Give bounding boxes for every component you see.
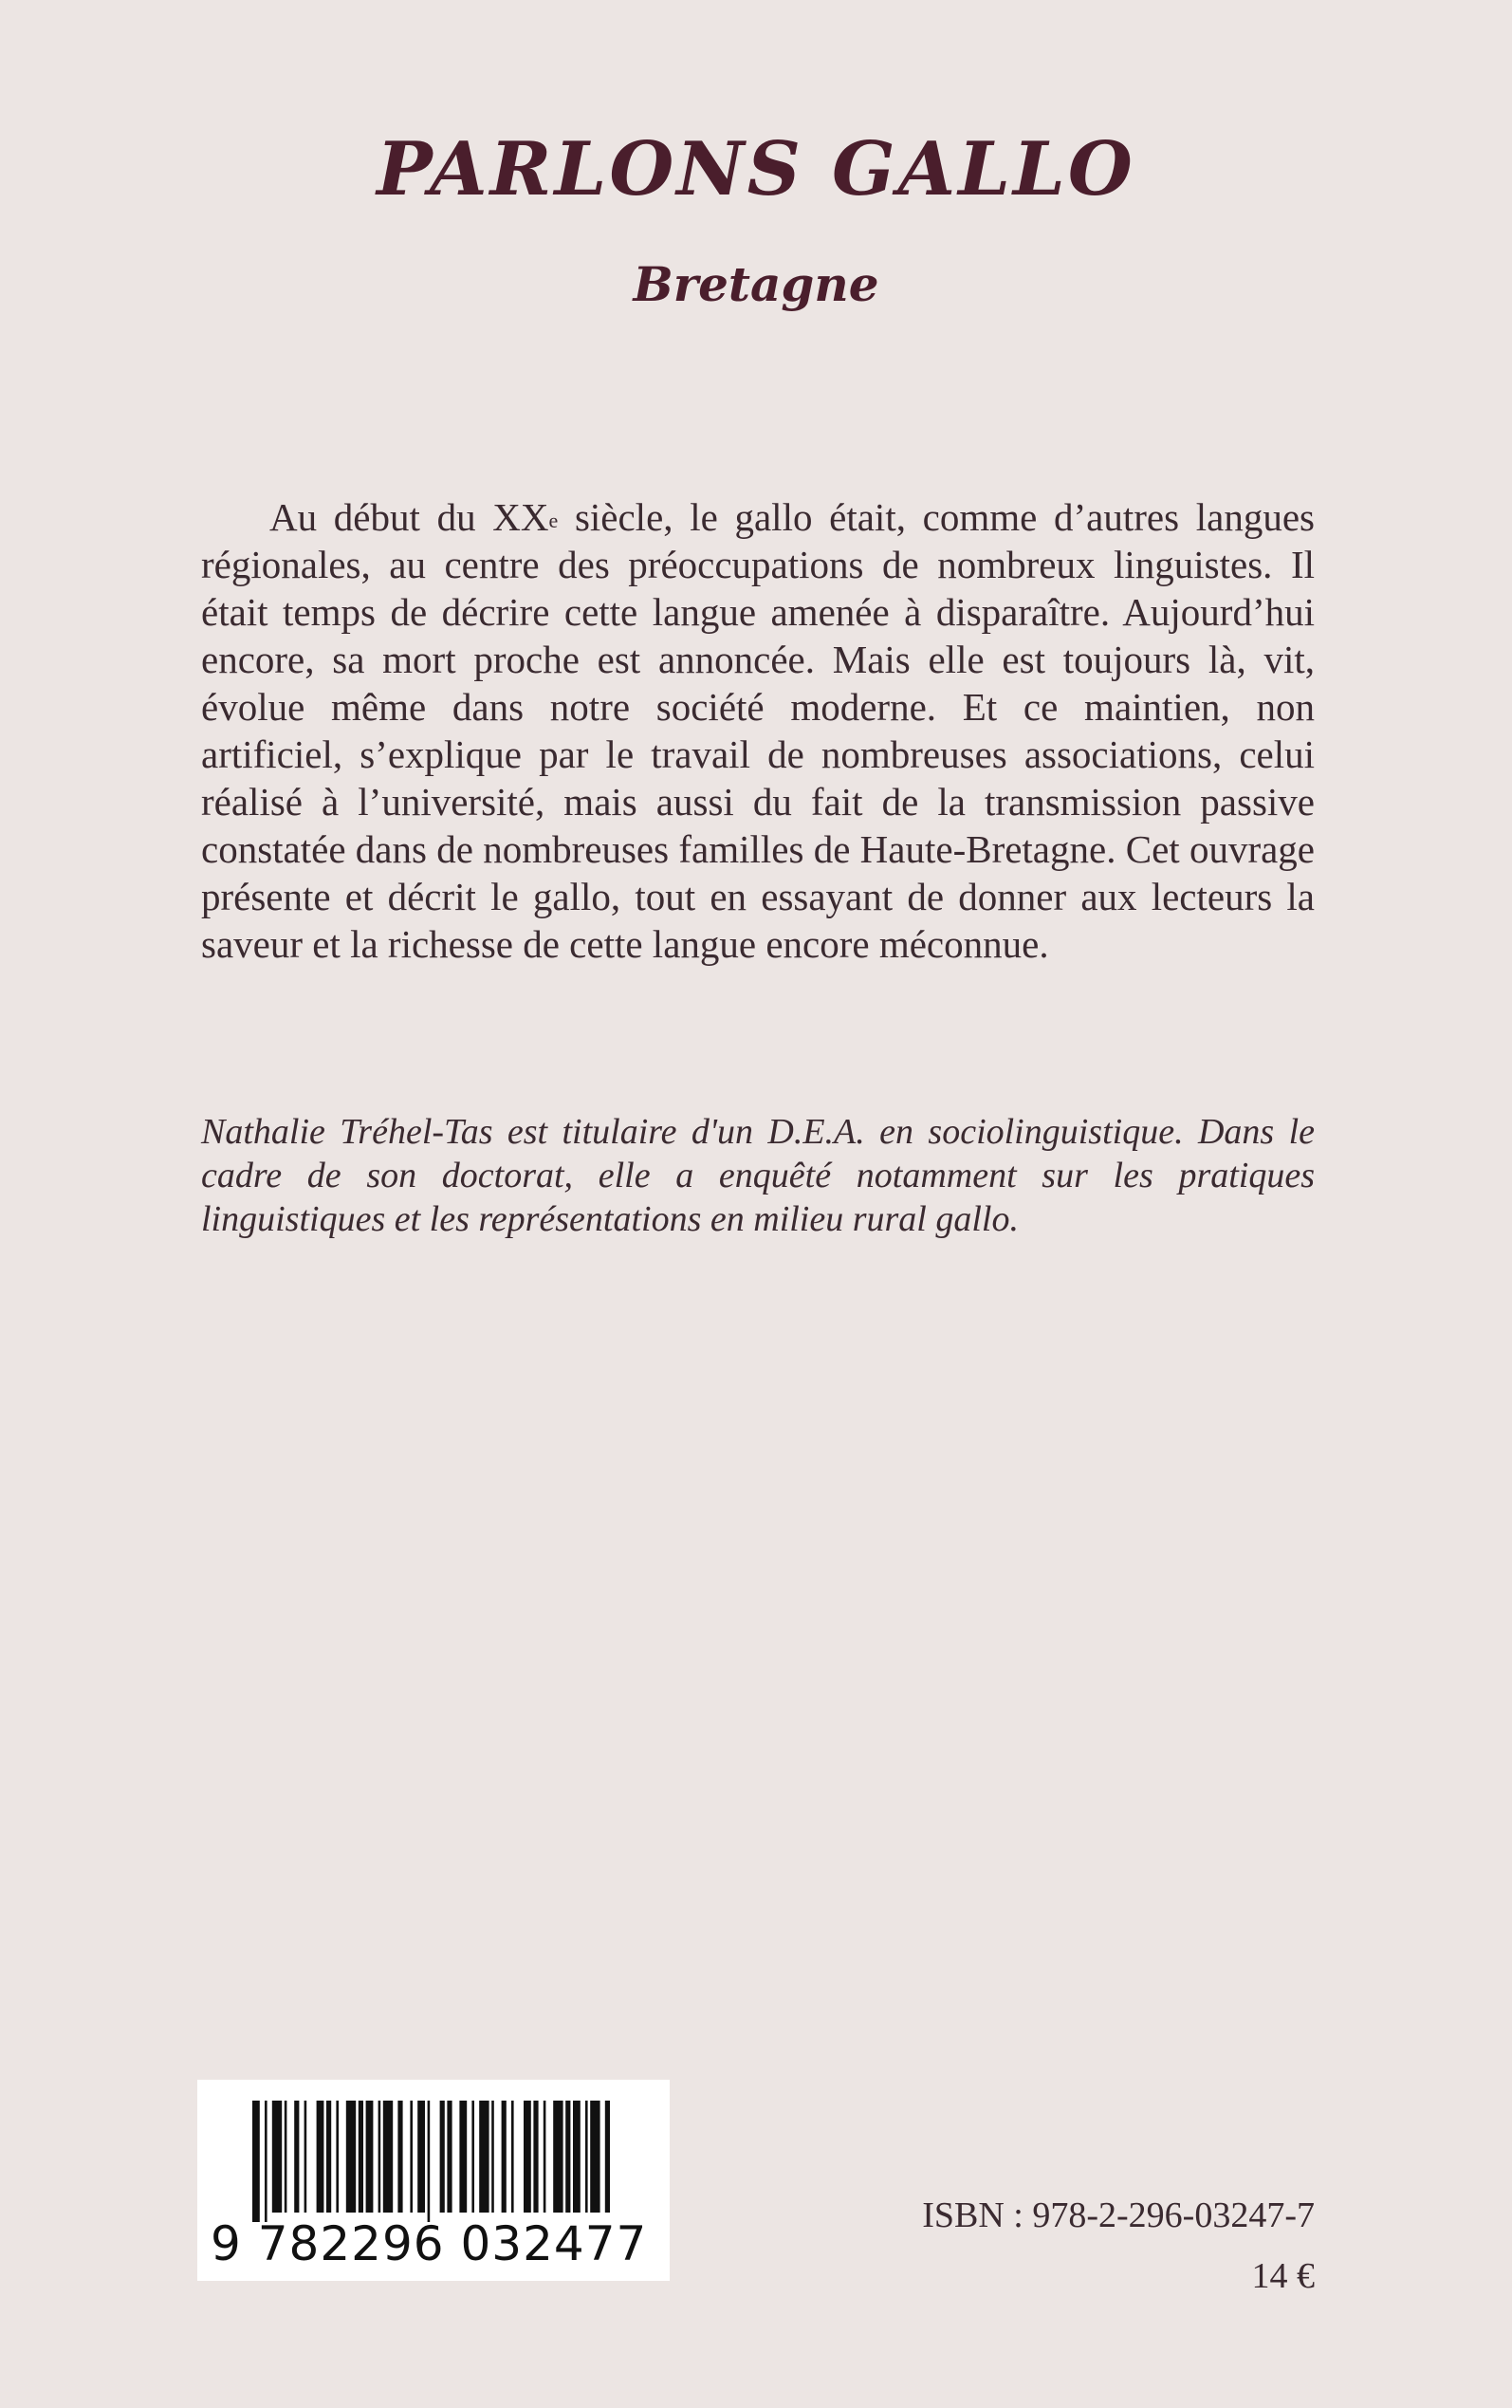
barcode-bar [378, 2101, 381, 2213]
barcode-bar [285, 2101, 287, 2213]
price: 14 € [1251, 2256, 1315, 2296]
barcode-bar [502, 2101, 507, 2213]
barcode [197, 2080, 670, 2281]
description-text-rest: siècle, le gallo était, comme d’autres langues régionales, au centre des préoccupations de nombreux linguistes. Il était temps de décrire cette langue amenée à disparaître. Aujourd’hui encore, sa mort proche est annoncée. Mais elle est toujours là, vit, évolue même dans notre société moderne. Et ce maintien, non artificiel, s’explique par le travail de nombreuses associations, celui réalisé à l’université, mais aussi du fait de la transmission passive constatée dans de nombreuses familles de Haute-Bretagne. Cet ouvrage présente et décrit le gallo, tout en essayant de donner aux lecteurs la saveur et la richesse de cette langue encore méconnue. [201, 495, 1315, 966]
barcode-bar [544, 2101, 546, 2213]
barcode-bar [252, 2101, 260, 2222]
barcode-bar [553, 2101, 562, 2213]
barcode-bar [346, 2101, 356, 2213]
barcode-bar [590, 2101, 599, 2213]
barcode-bar [304, 2101, 307, 2213]
barcode-digits: 9 782296 032477 [211, 2216, 648, 2271]
barcode-bar [294, 2101, 299, 2213]
barcode-bar [491, 2101, 494, 2213]
description-text-start: Au début du XX [269, 495, 549, 539]
barcode-bar [359, 2101, 363, 2213]
barcode-bar [511, 2101, 514, 2213]
barcode-bars [197, 2080, 670, 2222]
barcode-bar [336, 2101, 339, 2213]
barcode-bar [417, 2101, 425, 2213]
barcode-bar [459, 2101, 467, 2213]
barcode-bar [265, 2101, 267, 2222]
author-note: Nathalie Tréhel-Tas est titulaire d'un D.E.A. en sociolinguistique. Dans le cadre de son doctorat, elle a enquêté notamment sur les pratiques linguistiques et les représentations en milieu rural gallo. [201, 1112, 1315, 1239]
barcode-bar [533, 2101, 538, 2213]
barcode-bar [326, 2101, 331, 2213]
description-paragraph [201, 493, 1315, 968]
barcode-bar [272, 2101, 282, 2213]
barcode-bar [471, 2101, 474, 2213]
barcode-bar [447, 2101, 452, 2213]
barcode-bar [440, 2101, 445, 2213]
barcode-bar [383, 2101, 393, 2213]
barcode-bar [585, 2101, 588, 2213]
barcode-bar [605, 2101, 610, 2213]
barcode-bar [573, 2101, 581, 2213]
barcode-bar [410, 2101, 413, 2213]
book-subtitle: Bretagne [633, 256, 879, 312]
barcode-bar [479, 2101, 489, 2213]
century-superscript: e [548, 509, 559, 532]
barcode-bar [397, 2101, 402, 2213]
book-title: PARLONS GALLO [377, 126, 1135, 213]
barcode-bar [428, 2101, 431, 2222]
isbn: ISBN : 978-2-296-03247-7 [922, 2195, 1315, 2235]
barcode-bar [366, 2101, 374, 2213]
barcode-bar [565, 2101, 570, 2213]
barcode-bar [317, 2101, 324, 2213]
barcode-bar [524, 2101, 531, 2213]
